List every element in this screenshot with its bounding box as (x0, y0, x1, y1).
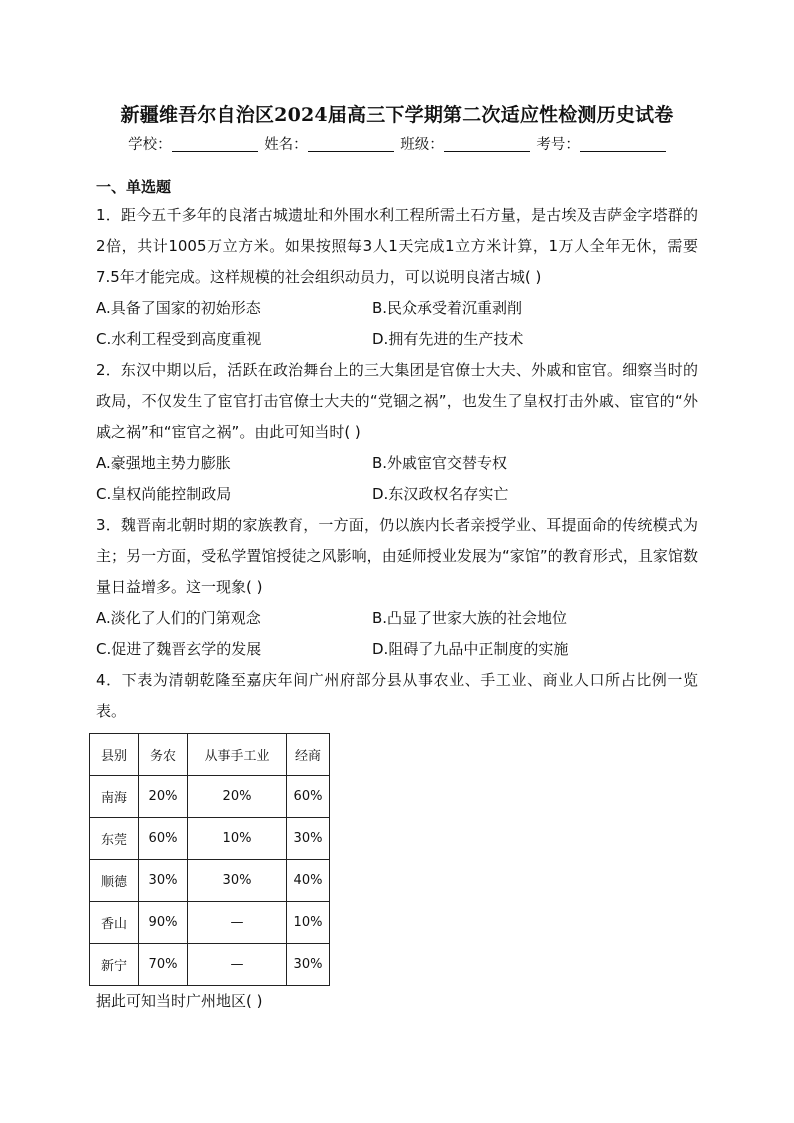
school-label: 学校： (128, 137, 172, 153)
question-4-stem: 4．下表为清朝乾隆至嘉庆年间广州府部分县从事农业、手工业、商业人口所占比例一览表。 (96, 671, 698, 720)
question-1-option-d: D.拥有先进的生产技术 (372, 330, 524, 348)
class-label: 班级： (400, 137, 444, 153)
question-3-option-c: C.促进了魏晋玄学的发展 (96, 640, 262, 658)
table-header-cell: 从事手工业 (188, 734, 287, 776)
table-cell: — (188, 944, 287, 986)
table-cell: 10% (188, 818, 287, 860)
table-cell: — (188, 902, 287, 944)
question-3-option-a: A.淡化了人们的门第观念 (96, 609, 261, 627)
table-header-row (90, 734, 330, 776)
question-1-stem: 1．距今五千多年的良渚古城遗址和外围水利工程所需土石方量，是古埃及吉萨金字塔群的2倍，共计1005万立方米。如果按照每3人1天完成1立方米计算，1万人全年无休，需要7.5年才能完成。这样规模的社会组织动员力，可以说明良渚古城( ) (96, 206, 698, 286)
table-row (90, 902, 330, 944)
table-row (90, 944, 330, 986)
question-2-option-c: C.皇权尚能控制政局 (96, 485, 232, 503)
question-4-prompt: 据此可知当时广州地区( ) (96, 992, 263, 1010)
table-cell: 新宁 (90, 944, 139, 986)
table-cell: 10% (287, 902, 330, 944)
question-1-option-a: A.具备了国家的初始形态 (96, 299, 261, 317)
table-cell: 60% (287, 776, 330, 818)
table-row (90, 776, 330, 818)
exam-number-label: 考号： (536, 137, 580, 153)
question-2-option-b: B.外戚宦官交替专权 (372, 454, 508, 472)
table-row (90, 818, 330, 860)
question-1-option-c: C.水利工程受到高度重视 (96, 330, 262, 348)
table-cell: 30% (287, 944, 330, 986)
question-2-options (96, 448, 698, 510)
table-cell: 30% (287, 818, 330, 860)
question-3-option-d: D.阻碍了九品中正制度的实施 (372, 640, 569, 658)
question-1-options (96, 293, 698, 355)
question-3-option-b: B.凸显了世家大族的社会地位 (372, 609, 568, 627)
class-blank (444, 137, 530, 152)
question-3-options (96, 603, 698, 665)
table-cell: 20% (188, 776, 287, 818)
table-cell: 南海 (90, 776, 139, 818)
student-info-line (96, 130, 698, 160)
table-cell: 90% (139, 902, 188, 944)
name-field (264, 130, 394, 160)
name-blank (308, 137, 394, 152)
name-label: 姓名： (264, 137, 308, 153)
table-cell: 30% (139, 860, 188, 902)
question-2-option-a: A.豪强地主势力膨胀 (96, 454, 231, 472)
table-cell: 20% (139, 776, 188, 818)
table-cell: 70% (139, 944, 188, 986)
question-2-stem: 2．东汉中期以后，活跃在政治舞台上的三大集团是官僚士大夫、外戚和宦官。细察当时的政局，不仅发生了宦官打击官僚士大夫的“党锢之祸”，也发生了皇权打击外戚、宦官的“外戚之祸”和“宦官之祸”。由此可知当时( ) (96, 361, 698, 441)
section-heading: 一、单选题 (96, 178, 172, 196)
school-blank (172, 137, 258, 152)
exam-title: 新疆维吾尔自治区2024届高三下学期第二次适应性检测历史试卷 (120, 104, 674, 126)
table-header-cell: 经商 (287, 734, 330, 776)
question-2-option-d: D.东汉政权名存实亡 (372, 485, 509, 503)
table-header-cell: 县别 (90, 734, 139, 776)
table-cell: 顺德 (90, 860, 139, 902)
table-cell: 40% (287, 860, 330, 902)
table-cell: 香山 (90, 902, 139, 944)
population-table (89, 733, 330, 986)
school-field (128, 130, 258, 160)
question-1-option-b: B.民众承受着沉重剥削 (372, 299, 523, 317)
question-3-stem: 3．魏晋南北朝时期的家族教育，一方面，仍以族内长者亲授学业、耳提面命的传统模式为主；另一方面，受私学置馆授徒之风影响，由延师授业发展为“家馆”的教育形式，且家馆数量日益增多。这一现象( ) (96, 516, 698, 596)
table-cell: 60% (139, 818, 188, 860)
table-cell: 30% (188, 860, 287, 902)
exam-number-blank (580, 137, 666, 152)
table-cell: 东莞 (90, 818, 139, 860)
table-header-cell: 务农 (139, 734, 188, 776)
class-field (400, 130, 530, 160)
table-row (90, 860, 330, 902)
exam-number-field (536, 130, 666, 160)
